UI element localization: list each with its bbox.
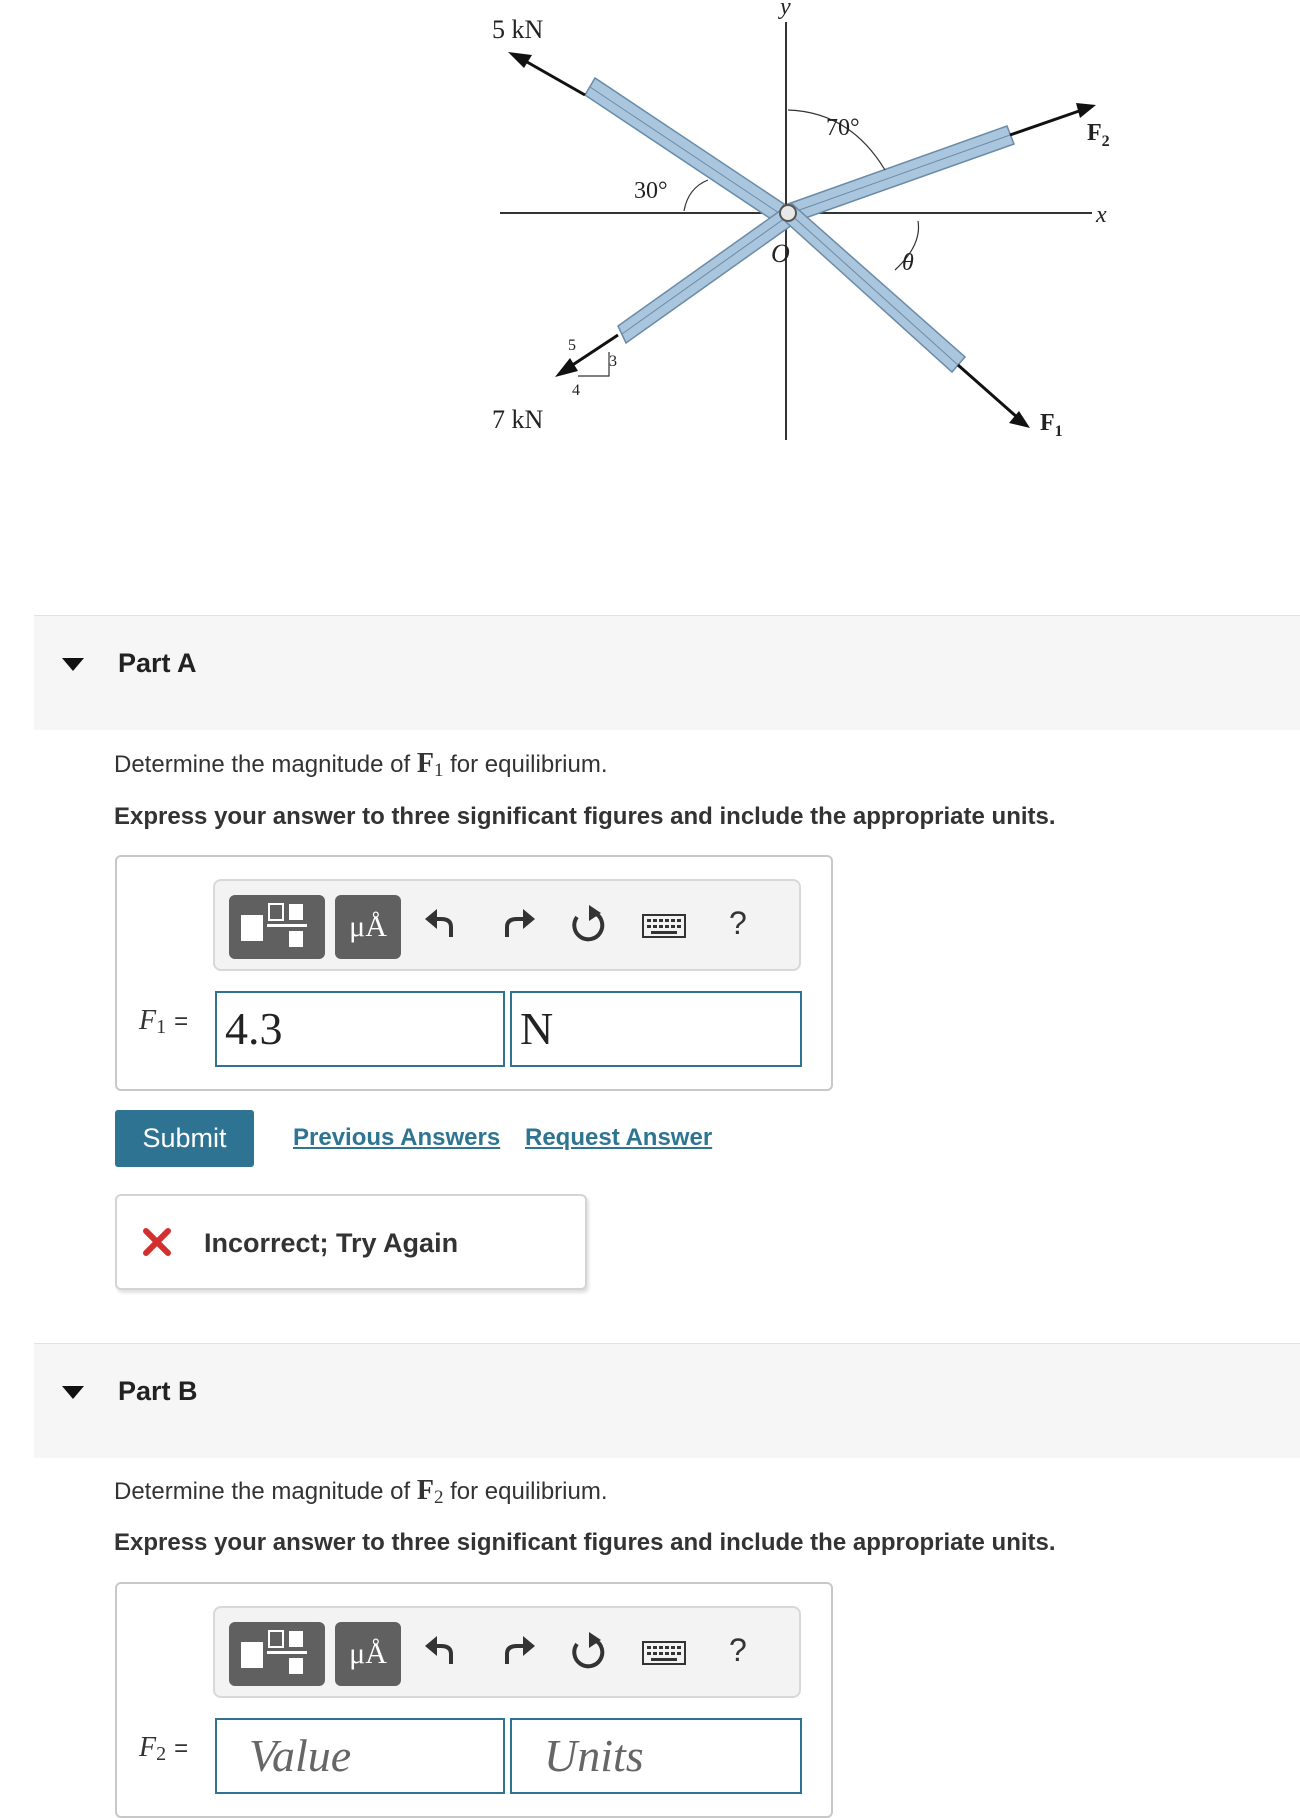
label-x: x <box>1096 202 1107 228</box>
help-button[interactable]: ? <box>729 1632 747 1668</box>
feedback-incorrect <box>115 1194 587 1290</box>
fraction-template-icon <box>229 895 325 959</box>
part-b-title: Part B <box>118 1376 198 1406</box>
keyboard-icon[interactable] <box>639 901 689 949</box>
redo-icon[interactable] <box>495 901 539 949</box>
slope-triangle <box>578 352 609 376</box>
mu-angstrom-label: μÅ <box>349 910 387 943</box>
help-button[interactable]: ? <box>729 905 747 941</box>
part-a-variable-label: $F_1$ = <box>139 1005 189 1038</box>
keyboard-icon[interactable] <box>639 1628 689 1676</box>
symbols-button[interactable] <box>335 895 401 959</box>
arc-30 <box>684 180 708 211</box>
part-a-question: Determine the magnitude of $F_1$ for equilibrium. <box>114 748 608 781</box>
mu-angstrom-label: μÅ <box>349 1637 387 1670</box>
previous-answers-link[interactable]: Previous Answers <box>293 1124 501 1151</box>
caret-down-icon[interactable] <box>62 658 84 671</box>
part-b-header[interactable] <box>34 1343 1300 1458</box>
undo-icon[interactable] <box>421 901 465 949</box>
label-O: O <box>771 239 790 268</box>
part-b-variable-label: $F_2$ = <box>139 1732 189 1765</box>
fraction-template-icon <box>229 1622 325 1686</box>
part-a-answer-box <box>115 855 833 1091</box>
arrow-5kN <box>508 52 585 95</box>
part-b-answer-box <box>115 1582 833 1818</box>
redo-icon[interactable] <box>495 1628 539 1676</box>
member-7kN <box>618 208 792 343</box>
request-answer-link[interactable]: Request Answer <box>525 1124 713 1151</box>
templates-button[interactable] <box>229 1622 325 1686</box>
part-a-title: Part A <box>118 648 197 678</box>
triangle-label-5: 5 <box>568 337 576 354</box>
free-body-diagram <box>480 0 1120 450</box>
math-toolbar <box>213 879 801 971</box>
label-F2: $F_2$ <box>1087 120 1110 150</box>
triangle-label-3: 3 <box>609 353 617 370</box>
arrow-F1 <box>958 365 1030 428</box>
arrow-F2 <box>1010 103 1096 135</box>
label-70deg: 70° <box>826 115 860 141</box>
label-30deg: 30° <box>634 178 668 204</box>
reset-icon[interactable] <box>565 1628 609 1676</box>
caret-down-icon[interactable] <box>62 1386 84 1399</box>
member-5kN <box>585 78 784 221</box>
pin-O <box>780 205 796 221</box>
submit-button[interactable]: Submit <box>115 1110 254 1167</box>
label-y: y <box>780 0 791 20</box>
member-F1 <box>786 204 965 372</box>
part-a-value-input[interactable]: 4.3 <box>215 991 505 1067</box>
triangle-label-4: 4 <box>572 382 580 399</box>
reset-icon[interactable] <box>565 901 609 949</box>
label-7kN: 7 kN <box>492 405 544 434</box>
part-b-value-input[interactable]: Value <box>215 1718 505 1794</box>
label-F1: $F_1$ <box>1040 410 1063 440</box>
undo-icon[interactable] <box>421 1628 465 1676</box>
error-x-icon <box>141 1226 173 1258</box>
templates-button[interactable] <box>229 895 325 959</box>
label-5kN: 5 kN <box>492 15 544 44</box>
symbols-button[interactable] <box>335 1622 401 1686</box>
part-b-units-input[interactable]: Units <box>510 1718 802 1794</box>
part-a-header[interactable] <box>34 615 1300 730</box>
feedback-message: Incorrect; Try Again <box>204 1228 459 1258</box>
part-a-units-input[interactable]: N <box>510 991 802 1067</box>
part-b-instruction: Express your answer to three significant figures and include the appropriate units. <box>114 1529 1056 1556</box>
part-a-instruction: Express your answer to three significant figures and include the appropriate units. <box>114 803 1056 830</box>
label-theta: θ <box>902 250 914 276</box>
member-F2 <box>788 126 1014 222</box>
part-b-question: Determine the magnitude of $F_2$ for equilibrium. <box>114 1475 608 1508</box>
math-toolbar <box>213 1606 801 1698</box>
